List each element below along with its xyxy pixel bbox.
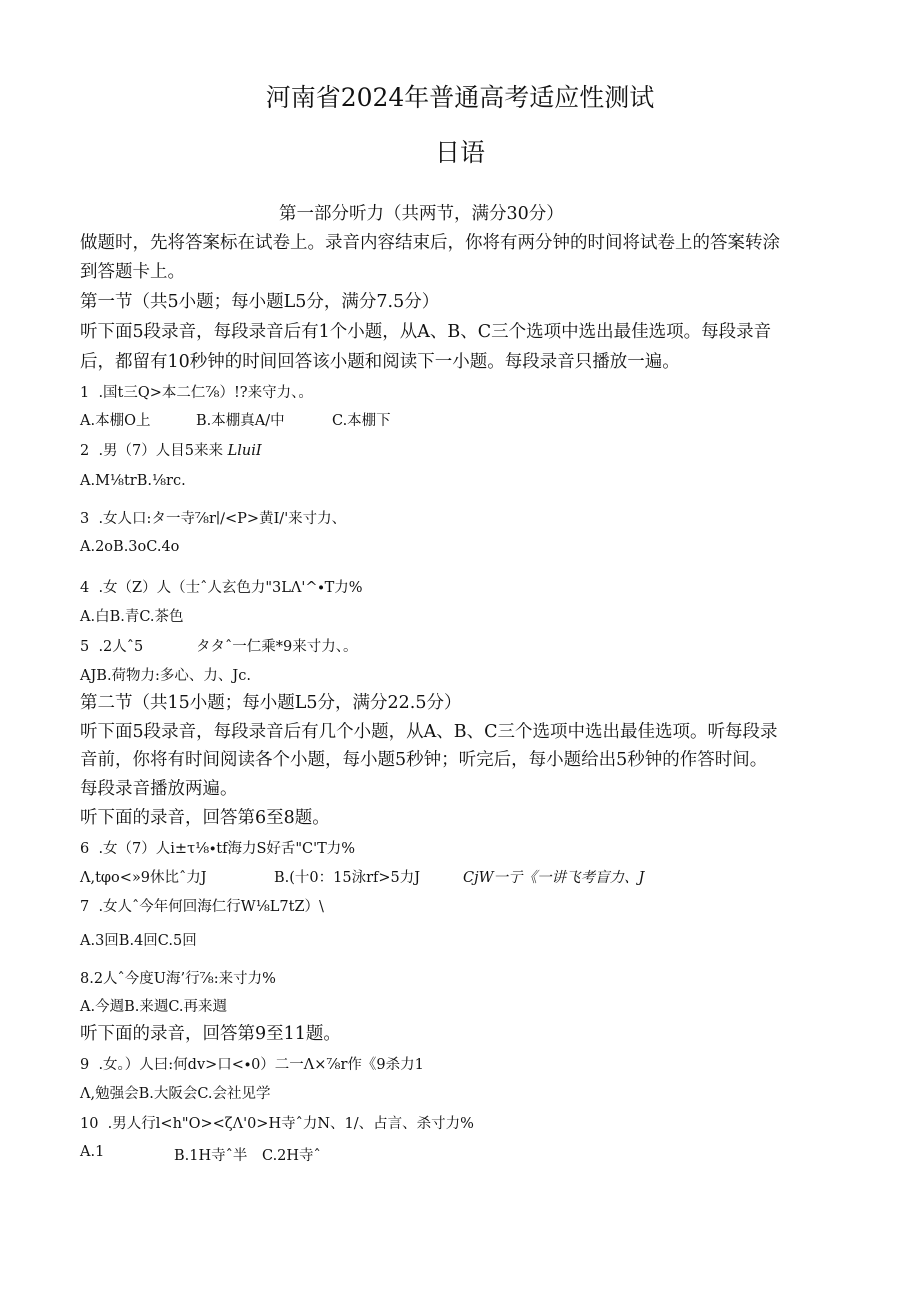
question-2 <box>80 439 262 460</box>
question-5-number: 5 .2人ˆ5 <box>80 639 144 655</box>
instructions-line-1: 做题时，先将答案标在试卷上。录音内容结束后，你将有两分钟的时间将试卷上的答案转涂 <box>80 233 780 253</box>
section2-desc-line-2: 音前，你将有时间阅读各个小题，每小题5秒钟；听完后，每小题给出5秒钟的作答时间。 <box>80 750 768 770</box>
question-2-italic-text: LluiI <box>227 443 262 459</box>
question-1-option-b: B.本棚真A/中 <box>196 413 285 429</box>
section1-heading: 第一节（共5小题；每小题L5分，满分7.5分） <box>80 292 440 312</box>
question-3: 3 .女人口:タ一寺⅞r∣∕<P>黄I/'来寸力、 <box>80 511 347 527</box>
question-2-options: A.M⅛trB.⅛rc. <box>80 473 186 489</box>
group-2-prompt: 听下面的录音，回答第9至11题。 <box>80 1024 341 1044</box>
question-1: 1 .国t三Q>本二仁⅞）!?来守力、。 <box>80 385 313 401</box>
question-9: 9 .女。）人曰:何dv>口<∙0）二一Λ×⅞r作《9杀力1 <box>80 1057 424 1073</box>
section2-heading: 第二节（共15小题；每小题L5分，满分22.5分） <box>80 693 462 713</box>
question-3-options: A.2oB.3oC.4o <box>80 539 180 555</box>
section2-desc-line-3: 每段录音播放两遍。 <box>80 779 238 799</box>
section2-desc-line-1: 听下面5段录音，每段录音后有几个小题，从A、B、C三个选项中选出最佳选项。听每段录 <box>80 722 778 742</box>
part1-heading: 第一部分听力（共两节，满分30分） <box>279 204 564 224</box>
question-6-option-a: Λ,tφo<»9休比ˆ力J <box>80 870 207 886</box>
exam-title: 河南省2024年普通高考适应性测试 <box>265 83 655 112</box>
question-2-text: 2 .男（7）人目5来来 <box>80 443 224 459</box>
question-7: 7 .女人ˆ今年何回海仁行W⅛L7tZ）\ <box>80 899 324 915</box>
question-10-option-b: B.1H寺ˆ半 <box>174 1148 248 1164</box>
subject-title: 日语 <box>434 138 485 167</box>
instructions-line-2: 到答题卡上。 <box>80 262 185 282</box>
question-9-options: Λ,勉强会B.大阪会C.会社见学 <box>80 1086 271 1102</box>
question-6-option-c: CjW一亍《一讲飞考盲力、J <box>463 870 645 886</box>
question-10-option-c: C.2H寺ˆ <box>262 1148 321 1164</box>
section1-desc-line-2: 后，都留有10秒钟的时间回答该小题和阅读下一小题。每段录音只播放一遍。 <box>80 352 680 372</box>
question-4-options: A.白B.青C.茶色 <box>80 609 184 625</box>
group-1-prompt: 听下面的录音，回答第6至8题。 <box>80 808 330 828</box>
section1-desc-line-1: 听下面5段录音，每段录音后有1个小题，从A、B、C三个选项中选出最佳选项。每段录音 <box>80 322 772 342</box>
question-6: 6 .女（7）人i±τ⅛∙tf海力S好舌"C'T力% <box>80 841 356 857</box>
question-8: 8.2人ˆ今度U海’行⅞:来寸力% <box>80 971 276 987</box>
question-1-option-a: A.本棚O上 <box>80 413 151 429</box>
question-1-option-c: C.本棚下 <box>332 413 391 429</box>
question-5-text: タタˆ一仁乘*9来寸力、。 <box>196 639 358 655</box>
question-5-options: AJB.荷物力:多心、力、Jc. <box>80 668 251 684</box>
question-10-option-a: A.1 <box>80 1144 105 1160</box>
question-7-options: A.3回B.4回C.5回 <box>80 933 197 949</box>
question-6-option-b: B.(十0：15泳rf>5力J <box>274 870 421 886</box>
question-8-options: A.今週B.来週C.再来週 <box>80 999 228 1015</box>
question-4: 4 .女（Z）人（士ˆ人玄色力"3LΛ'^∙T力% <box>80 580 363 596</box>
question-10: 10 .男人行l<h"O><ζΛ'0>H寺ˆ力N、1/、占言、杀寸力% <box>80 1116 474 1132</box>
